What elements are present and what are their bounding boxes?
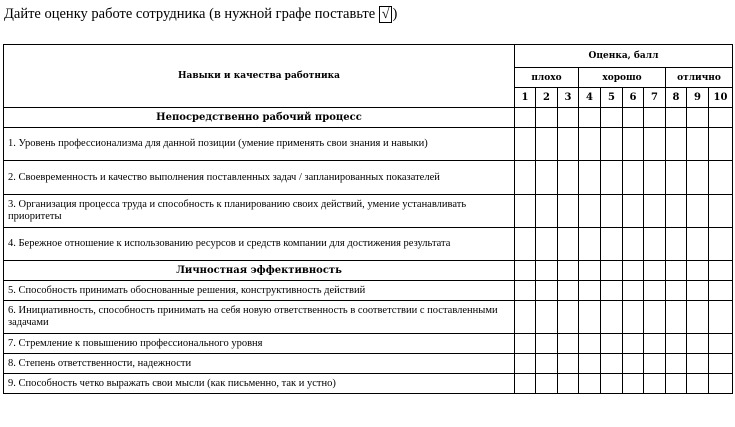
criterion-score-cell-3[interactable] <box>558 374 579 394</box>
score-number-6: 6 <box>623 88 644 108</box>
criterion-score-cell-4[interactable] <box>579 281 601 301</box>
criterion-score-cell-8[interactable] <box>666 228 687 261</box>
score-number-7: 7 <box>644 88 666 108</box>
score-number-2: 2 <box>536 88 558 108</box>
criterion-score-cell-1[interactable] <box>515 301 536 334</box>
criterion-row <box>4 334 733 354</box>
instruction-close: ) <box>392 6 398 22</box>
score-number-8: 8 <box>666 88 687 108</box>
criterion-score-cell-4[interactable] <box>579 195 601 228</box>
criterion-text: 5. Способность принимать обоснованные решения, конструктивность действий <box>4 281 515 301</box>
criterion-score-cell-8[interactable] <box>666 301 687 334</box>
criterion-score-cell-6[interactable] <box>623 161 644 195</box>
score-number-9: 9 <box>687 88 709 108</box>
score-header: Оценка, балл <box>515 45 733 68</box>
group-bad: плохо <box>515 68 579 88</box>
criterion-score-cell-9[interactable] <box>687 301 709 334</box>
criterion-score-cell-9[interactable] <box>687 334 709 354</box>
section-title: Личностная эффективность <box>4 261 515 281</box>
criterion-score-cell-3[interactable] <box>558 354 579 374</box>
criterion-score-cell-4[interactable] <box>579 334 601 354</box>
section-2-score-cell-10[interactable] <box>709 261 733 281</box>
criterion-score-cell-9[interactable] <box>687 195 709 228</box>
criterion-text: 4. Бережное отношение к использованию ресурсов и средств компании для достижения результата <box>4 228 515 261</box>
section-1-score-cell-1[interactable] <box>515 108 536 128</box>
criterion-text: 6. Инициативность, способность принимать на себя новую ответственность в соответствии с поставленными задачами <box>4 301 515 334</box>
group-excellent: отлично <box>666 68 733 88</box>
criterion-score-cell-6[interactable] <box>623 334 644 354</box>
criterion-score-cell-2[interactable] <box>536 228 558 261</box>
criterion-score-cell-3[interactable] <box>558 334 579 354</box>
criterion-row <box>4 228 733 261</box>
instruction-line <box>4 6 397 23</box>
section-title: Непосредственно рабочий процесс <box>4 108 515 128</box>
criterion-text: 8. Степень ответственности, надежности <box>4 354 515 374</box>
criterion-score-cell-4[interactable] <box>579 128 601 161</box>
criterion-score-cell-1[interactable] <box>515 228 536 261</box>
criterion-score-cell-10[interactable] <box>709 128 733 161</box>
criterion-score-cell-5[interactable] <box>601 195 623 228</box>
criterion-score-cell-9[interactable] <box>687 354 709 374</box>
criterion-score-cell-5[interactable] <box>601 374 623 394</box>
criterion-row <box>4 354 733 374</box>
criterion-score-cell-5[interactable] <box>601 128 623 161</box>
criterion-score-cell-2[interactable] <box>536 281 558 301</box>
criterion-score-cell-3[interactable] <box>558 281 579 301</box>
criterion-score-cell-10[interactable] <box>709 228 733 261</box>
section-2-score-cell-5[interactable] <box>601 261 623 281</box>
criterion-score-cell-8[interactable] <box>666 161 687 195</box>
criterion-score-cell-1[interactable] <box>515 128 536 161</box>
criterion-score-cell-8[interactable] <box>666 374 687 394</box>
criterion-score-cell-10[interactable] <box>709 281 733 301</box>
section-1-score-cell-5[interactable] <box>601 108 623 128</box>
criterion-score-cell-2[interactable] <box>536 128 558 161</box>
criterion-score-cell-1[interactable] <box>515 334 536 354</box>
criterion-score-cell-2[interactable] <box>536 374 558 394</box>
section-1-score-cell-10[interactable] <box>709 108 733 128</box>
criterion-score-cell-2[interactable] <box>536 301 558 334</box>
criterion-score-cell-6[interactable] <box>623 354 644 374</box>
criterion-score-cell-2[interactable] <box>536 161 558 195</box>
criterion-score-cell-1[interactable] <box>515 281 536 301</box>
criterion-score-cell-8[interactable] <box>666 334 687 354</box>
section-1-score-cell-4[interactable] <box>579 108 601 128</box>
instruction-text: Дайте оценку работе сотрудника (в нужной графе поставьте <box>4 6 376 22</box>
criterion-score-cell-6[interactable] <box>623 228 644 261</box>
criterion-score-cell-3[interactable] <box>558 228 579 261</box>
criterion-score-cell-5[interactable] <box>601 281 623 301</box>
criterion-score-cell-7[interactable] <box>644 334 666 354</box>
criterion-score-cell-1[interactable] <box>515 161 536 195</box>
criterion-score-cell-8[interactable] <box>666 354 687 374</box>
criterion-score-cell-2[interactable] <box>536 334 558 354</box>
criterion-text: 2. Своевременность и качество выполнения поставленных задач / запланированных показателей <box>4 161 515 195</box>
criterion-score-cell-5[interactable] <box>601 354 623 374</box>
section-2-score-cell-4[interactable] <box>579 261 601 281</box>
section-2-score-cell-7[interactable] <box>644 261 666 281</box>
criterion-score-cell-5[interactable] <box>601 228 623 261</box>
criterion-score-cell-8[interactable] <box>666 195 687 228</box>
criterion-score-cell-9[interactable] <box>687 228 709 261</box>
criterion-score-cell-7[interactable] <box>644 195 666 228</box>
score-number-10: 10 <box>709 88 733 108</box>
criterion-score-cell-7[interactable] <box>644 354 666 374</box>
criterion-score-cell-4[interactable] <box>579 374 601 394</box>
criterion-score-cell-10[interactable] <box>709 195 733 228</box>
criterion-score-cell-1[interactable] <box>515 195 536 228</box>
criterion-score-cell-4[interactable] <box>579 161 601 195</box>
score-number-4: 4 <box>579 88 601 108</box>
check-mark-box: √ <box>379 6 393 23</box>
criterion-row <box>4 374 733 394</box>
criterion-score-cell-5[interactable] <box>601 301 623 334</box>
section-1-score-cell-3[interactable] <box>558 108 579 128</box>
criterion-score-cell-5[interactable] <box>601 334 623 354</box>
section-2-score-cell-3[interactable] <box>558 261 579 281</box>
criterion-score-cell-10[interactable] <box>709 301 733 334</box>
criterion-score-cell-6[interactable] <box>623 128 644 161</box>
section-1-score-cell-8[interactable] <box>666 108 687 128</box>
criterion-score-cell-10[interactable] <box>709 374 733 394</box>
criterion-score-cell-6[interactable] <box>623 281 644 301</box>
criterion-score-cell-2[interactable] <box>536 195 558 228</box>
section-1-score-cell-7[interactable] <box>644 108 666 128</box>
criterion-score-cell-6[interactable] <box>623 374 644 394</box>
criterion-row <box>4 195 733 228</box>
criterion-score-cell-10[interactable] <box>709 354 733 374</box>
criterion-score-cell-1[interactable] <box>515 374 536 394</box>
criterion-score-cell-6[interactable] <box>623 301 644 334</box>
criterion-row <box>4 301 733 334</box>
criterion-row <box>4 128 733 161</box>
criterion-score-cell-9[interactable] <box>687 128 709 161</box>
criterion-score-cell-3[interactable] <box>558 128 579 161</box>
section-2-score-cell-1[interactable] <box>515 261 536 281</box>
criterion-score-cell-9[interactable] <box>687 161 709 195</box>
criterion-score-cell-8[interactable] <box>666 128 687 161</box>
score-number-5: 5 <box>601 88 623 108</box>
criterion-text: 1. Уровень профессионализма для данной позиции (умение применять свои знания и навыки) <box>4 128 515 161</box>
section-2-score-cell-6[interactable] <box>623 261 644 281</box>
criterion-score-cell-7[interactable] <box>644 301 666 334</box>
criterion-score-cell-6[interactable] <box>623 195 644 228</box>
section-row <box>4 261 733 281</box>
section-2-score-cell-8[interactable] <box>666 261 687 281</box>
evaluation-table <box>3 44 733 394</box>
criterion-score-cell-7[interactable] <box>644 128 666 161</box>
criterion-score-cell-4[interactable] <box>579 354 601 374</box>
skills-header: Навыки и качества работника <box>4 45 515 108</box>
section-1-score-cell-2[interactable] <box>536 108 558 128</box>
criterion-score-cell-10[interactable] <box>709 334 733 354</box>
criterion-row <box>4 161 733 195</box>
criterion-row <box>4 281 733 301</box>
criterion-text: 7. Стремление к повышению профессионального уровня <box>4 334 515 354</box>
group-good: хорошо <box>579 68 666 88</box>
section-1-score-cell-9[interactable] <box>687 108 709 128</box>
section-2-score-cell-2[interactable] <box>536 261 558 281</box>
criterion-score-cell-3[interactable] <box>558 195 579 228</box>
section-2-score-cell-9[interactable] <box>687 261 709 281</box>
criterion-score-cell-5[interactable] <box>601 161 623 195</box>
criterion-score-cell-2[interactable] <box>536 354 558 374</box>
criterion-score-cell-9[interactable] <box>687 374 709 394</box>
criterion-score-cell-1[interactable] <box>515 354 536 374</box>
criterion-score-cell-9[interactable] <box>687 281 709 301</box>
criterion-text: 3. Организация процесса труда и способность к планированию своих действий, умение устанавливать приоритеты <box>4 195 515 228</box>
criterion-score-cell-10[interactable] <box>709 161 733 195</box>
section-row <box>4 108 733 128</box>
criterion-score-cell-8[interactable] <box>666 281 687 301</box>
criterion-score-cell-7[interactable] <box>644 281 666 301</box>
criterion-score-cell-7[interactable] <box>644 374 666 394</box>
criterion-text: 9. Способность четко выражать свои мысли (как письменно, так и устно) <box>4 374 515 394</box>
score-number-1: 1 <box>515 88 536 108</box>
section-1-score-cell-6[interactable] <box>623 108 644 128</box>
criterion-score-cell-7[interactable] <box>644 228 666 261</box>
criterion-score-cell-4[interactable] <box>579 301 601 334</box>
score-number-3: 3 <box>558 88 579 108</box>
criterion-score-cell-4[interactable] <box>579 228 601 261</box>
criterion-score-cell-3[interactable] <box>558 301 579 334</box>
criterion-score-cell-3[interactable] <box>558 161 579 195</box>
criterion-score-cell-7[interactable] <box>644 161 666 195</box>
